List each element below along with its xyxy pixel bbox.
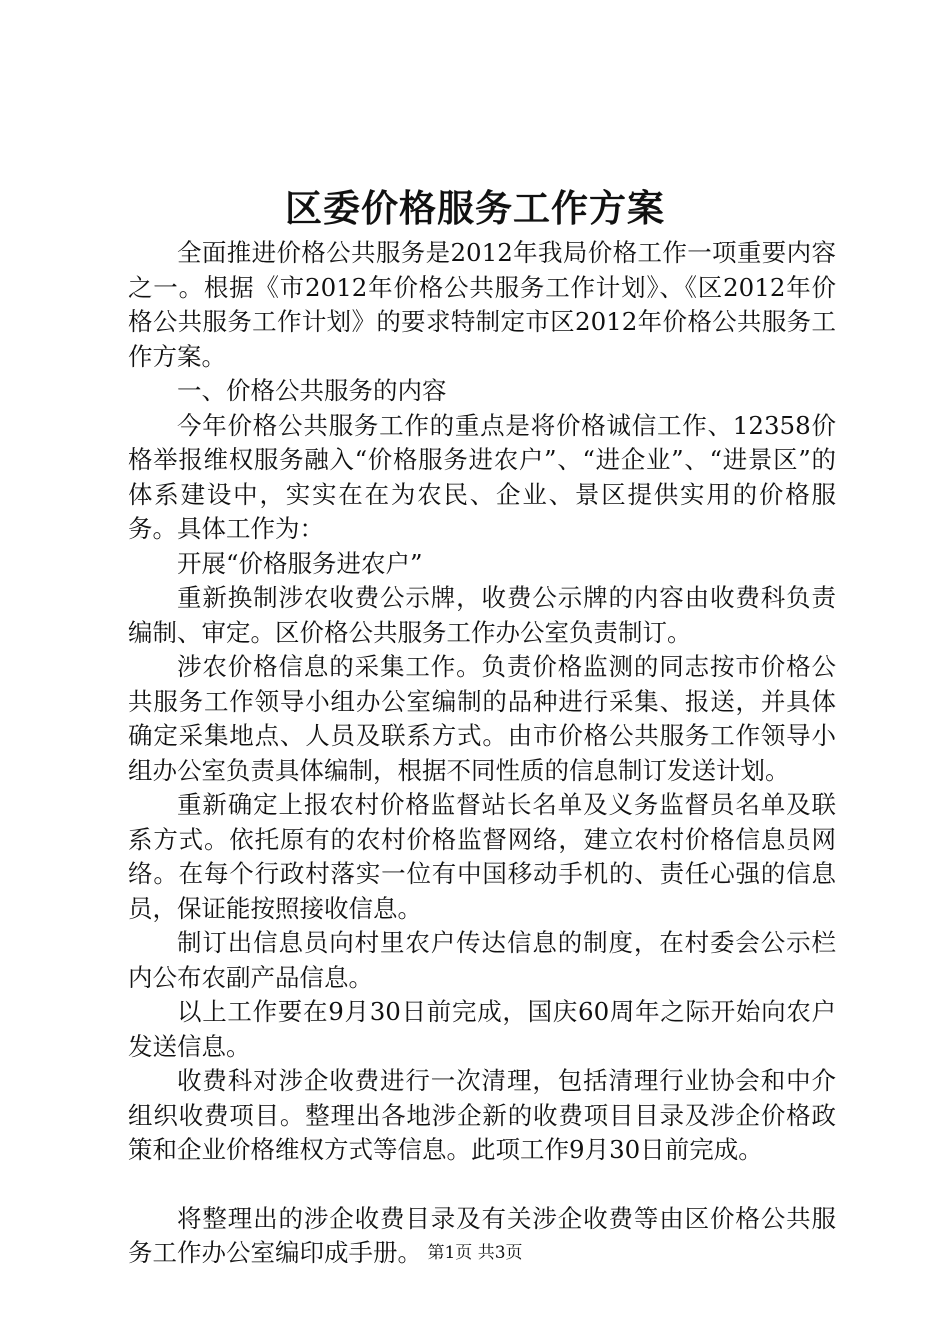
paragraph-deadline: 以上工作要在9月30日前完成，国庆60周年之际开始向农户发送信息。 (128, 997, 836, 1061)
paragraph-info-collection: 涉农价格信息的采集工作。负责价格监测的同志按市价格公共服务工作领导小组办公室编制的品种进行采集、报送，并具体确定采集地点、人员及联系方式。由市价格公共服务工作领导小组办公室负责具体编制，根据不同性质的信息制订发送计划。 (128, 652, 836, 785)
paragraph-notice-board: 重新换制涉农收费公示牌，收费公示牌的内容由收费科负责编制、审定。区价格公共服务工作办公室负责制订。 (128, 583, 836, 647)
subsection-heading: 开展“价格服务进农户” (177, 548, 423, 578)
paragraph-handbook: 将整理出的涉企收费目录及有关涉企收费等由区价格公共服务工作办公室编印成手册。 (128, 1203, 836, 1267)
paragraph-key-points: 今年价格公共服务工作的重点是将价格诚信工作、12358价格举报维权服务融入“价格服务进农户”、“进企业”、“进景区”的体系建设中，实实在在为农民、企业、景区提供实用的价格服务。具体工作为： (128, 410, 836, 543)
document-body (128, 236, 836, 1271)
paragraph-intro: 全面推进价格公共服务是2012年我局价格工作一项重要内容之一。根据《市2012年价格公共服务工作计划》、《区2012年价格公共服务工作计划》的要求特制定市区2012年价格公共服务工作方案。 (128, 238, 836, 371)
paragraph-info-system: 制订出信息员向村里农户传达信息的制度，在村委会公示栏内公布农副产品信息。 (128, 928, 836, 992)
document-title: 区委价格服务工作方案 (285, 186, 665, 230)
paragraph-supervisors: 重新确定上报农村价格监督站长名单及义务监督员名单及联系方式。依托原有的农村价格监督网络，建立农村价格信息员网络。在每个行政村落实一位有中国移动手机的、责任心强的信息员，保证能按照接收信息。 (128, 790, 836, 923)
section-heading: 一、价格公共服务的内容 (177, 376, 447, 405)
page-number: 第1页 共3页 (427, 1243, 523, 1263)
paragraph-fee-cleanup: 收费科对涉企收费进行一次清理，包括清理行业协会和中介组织收费项目。整理出各地涉企新的收费项目目录及涉企价格政策和企业价格维权方式等信息。此项工作9月30日前完成。 (128, 1066, 836, 1164)
